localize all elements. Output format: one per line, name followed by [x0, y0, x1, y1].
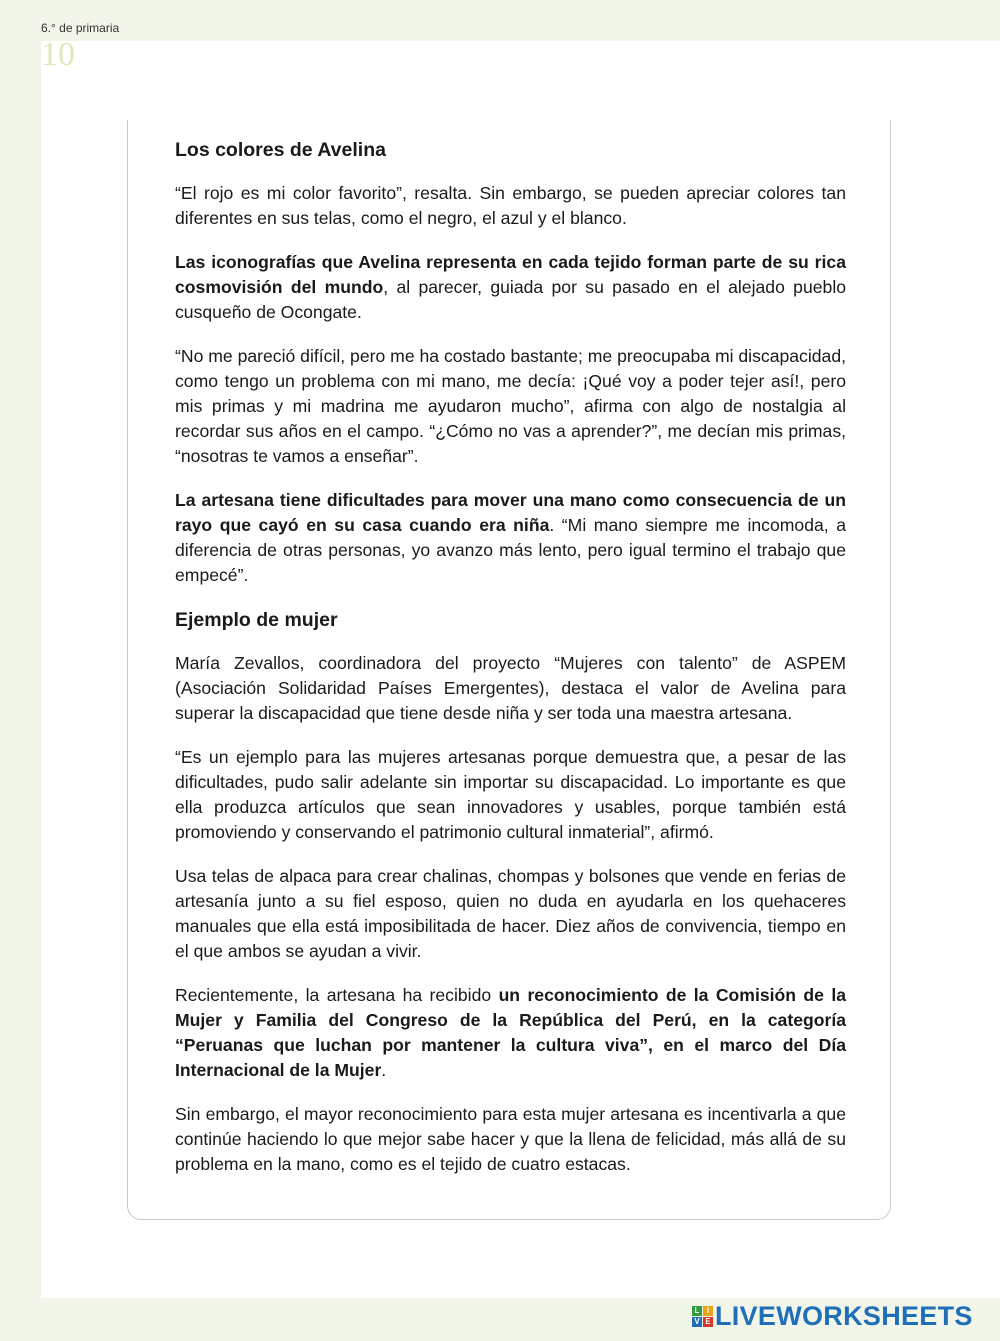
logo-letter: E	[703, 1317, 713, 1327]
liveworksheets-logo-icon	[692, 1306, 713, 1327]
article-body	[175, 137, 846, 1196]
logo-text: LIVEWORKSHEETS	[715, 1300, 973, 1331]
paragraph-8-end: .	[381, 1060, 387, 1080]
logo-letter: I	[703, 1306, 713, 1316]
paragraph-8-start: Recientemente, la artesana ha recibido	[175, 985, 499, 1005]
logo-letter: L	[692, 1306, 702, 1316]
paragraph-3: “No me pareció difícil, pero me ha costado bastante; me preocupaba mi discapacidad, como tengo un problema con mi mano, me decía: ¡Qué voy a poder tejer así!, pero mis primas y mi madrina me ayudaron mucho”, afirma con algo de nostalgia al recordar sus años en el campo. “¿Cómo no vas a aprender?”, me decían mis primas, “nosotras te vamos a enseñar”.	[175, 346, 846, 466]
paragraph-7: Usa telas de alpaca para crear chalinas, chompas y bolsones que vende en ferias de artesanía junto a su fiel esposo, quien no duda en ayudarla en los quehaceres manuales que ella está imposibilitada de hacer. Diez años de convivencia, tiempo en el que ambos se ayudan a vivir.	[175, 866, 846, 961]
paragraph-5: María Zevallos, coordinadora del proyecto “Mujeres con talento” de ASPEM (Asociación Solidaridad Países Emergentes), destaca el valor de Avelina para superar la discapacidad que tiene desde niña y ser toda una maestra artesana.	[175, 653, 846, 723]
paragraph-4-bold: La artesana tiene dificultades para mover una mano como consecuencia de un rayo que cayó en su casa cuando era niña	[175, 490, 846, 535]
grade-label: 6.° de primaria	[41, 21, 120, 35]
section-title-colores: Los colores de Avelina	[175, 139, 386, 161]
paragraph-8-bold: un reconocimiento de la Comisión de la Mujer y Familia del Congreso de la República del Perú, en la categoría “Peruanas que luchan por mantener la cultura viva”, en el marco del Día Internacional de la Mujer	[175, 985, 846, 1080]
paragraph-9: Sin embargo, el mayor reconocimiento para esta mujer artesana es incentivarla a que continúe haciendo lo que mejor sabe hacer y que la llena de felicidad, más allá de su problema en la mano, como es el tejido de cuatro estacas.	[175, 1104, 846, 1174]
paragraph-2-bold: Las iconografías que Avelina representa en cada tejido forman parte de su rica cosmovisión del mundo	[175, 252, 846, 297]
paragraph-6: “Es un ejemplo para las mujeres artesanas porque demuestra que, a pesar de las dificultades, pudo salir adelante sin importar su discapacidad. Lo importante es que ella produzca artículos que sean innovadores y usables, porque también está promoviendo y conservando el patrimonio cultural inmaterial”, afirmó.	[175, 747, 846, 842]
paragraph-4-rest: . “Mi mano siempre me incomoda, a diferencia de otras personas, yo avanzo más lento, pero igual termino el trabajo que empecé”.	[175, 515, 847, 585]
section-title-ejemplo: Ejemplo de mujer	[175, 609, 338, 631]
paragraph-2-rest: , al parecer, guiada por su pasado en el alejado pueblo cusqueño de Ocongate.	[175, 277, 847, 322]
page-number: 10	[41, 36, 75, 73]
paragraph-4	[175, 488, 846, 588]
paragraph-8	[175, 983, 846, 1083]
logo-letter: V	[692, 1317, 702, 1327]
paragraph-1: “El rojo es mi color favorito”, resalta. Sin embargo, se pueden apreciar colores tan diferentes en sus telas, como el negro, el azul y el blanco.	[175, 183, 846, 228]
liveworksheets-logo[interactable]	[692, 1301, 973, 1331]
paragraph-2	[175, 250, 846, 325]
